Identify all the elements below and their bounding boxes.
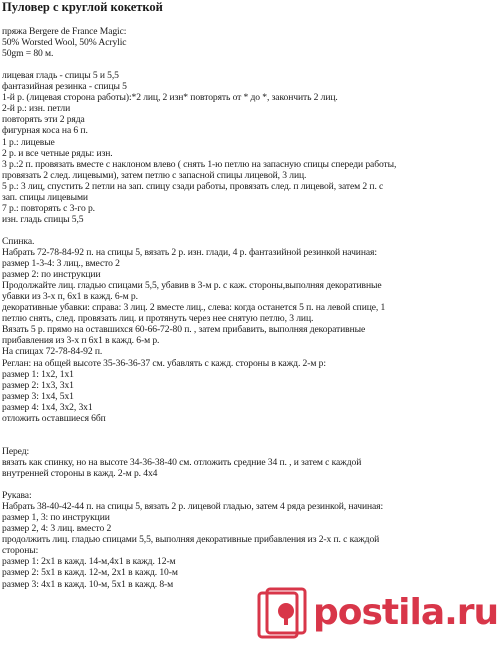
watermark bbox=[255, 585, 498, 645]
text-line: стороны: bbox=[2, 545, 39, 557]
text-line: 50gm = 80 м. bbox=[2, 48, 54, 60]
text-line: размер 2: по инструкции bbox=[2, 269, 101, 281]
text-line: повторять эти 2 ряда bbox=[2, 114, 85, 126]
text-line: Набрать 72-78-84-92 п. на спицы 5, вязать 2 р. изн. глади, 4 р. фантазийной резинкой начиная: bbox=[2, 247, 377, 258]
text-line: продолжить лиц. гладью спицами 5,5, выполняя декоративные прибавления из 2-х п. с каждой bbox=[2, 534, 380, 546]
text-line: размер 1: 1х2, 1х1 bbox=[2, 368, 74, 380]
text-line: провязать 2 след. лицевыми), затем петлю с запасной спицы лицевой, 3 лиц. bbox=[2, 169, 307, 181]
text-line: декоративные убавки: справа: 3 лиц. 2 вместе лиц., слева: когда останется 5 п. на левой спице, 1 bbox=[2, 302, 386, 314]
text-line: На спицах 72-78-84-92 п. bbox=[2, 346, 103, 358]
text-line: Реглан: на общей высоте 35-36-36-37 см. убавлять с кажд. стороны в кажд. 2-м р: bbox=[2, 357, 326, 369]
text-line: изн. гладь спицы 5,5 bbox=[2, 213, 84, 225]
text-line: 1 р.: лицевые bbox=[2, 136, 55, 148]
text-line: 1-й р. (лицевая сторона работы):*2 лиц, 2 изн* повторять от * до *, закончить 2 лиц. bbox=[2, 92, 338, 104]
text-line: размер 3: 4х1 в кажд. 10-м, 5х1 в кажд. 8-м bbox=[2, 578, 174, 590]
text-line: лицевая гладь - спицы 5 и 5,5 bbox=[2, 70, 119, 82]
text-line: 7 р.: повторять с 3-го р. bbox=[2, 202, 95, 214]
text-line: Рукава: bbox=[2, 490, 32, 502]
text-line: размер 2, 4: 3 лиц. вместо 2 bbox=[2, 523, 112, 535]
postila-logo-icon bbox=[255, 587, 313, 643]
text-line: вязать как спинку, но на высоте 34-36-38-40 см. отложить средние 34 п. , и затем с каждой bbox=[2, 456, 362, 468]
text-line: отложить оставшиеся 6бп bbox=[2, 412, 106, 424]
text-line: петлю снять, след. провязать лиц. и протянуть через нее снятую петлю, 3 лиц. bbox=[2, 313, 314, 325]
text-line: размер 2: 5х1 в кажд. 12-м, 2х1 в кажд. 10-м bbox=[2, 567, 178, 579]
text-line: Продолжайте лиц. гладью спицами 5,5, убавив в 3-м р. с каж. стороны,выполняя декоративные bbox=[2, 280, 382, 292]
text-line: Спинка. bbox=[2, 235, 35, 247]
watermark-text: postila.ru bbox=[313, 592, 498, 633]
text-line: размер 3: 1х4, 5х1 bbox=[2, 390, 74, 402]
text-line: 2-й р.: изн. петли bbox=[2, 103, 71, 115]
text-line: 5 р.: 3 лиц, спустить 2 петли на зап. спицу сзади работы, провязать след. п лицевой, затем 2 п. с bbox=[2, 180, 384, 192]
text-line: размер 1-3-4: 3 лиц., вместо 2 bbox=[2, 258, 120, 270]
text-line: размер 2: 1х3, 3х1 bbox=[2, 379, 74, 391]
text-line: 3 р.:2 п. провязать вместе с наклоном влево ( снять 1-ю петлю на запасную спицы спереди работы, bbox=[2, 158, 397, 170]
text-line: размер 4: 1х4, 3х2, 3х1 bbox=[2, 401, 93, 413]
text-line: фигурная коса на 6 п. bbox=[2, 125, 88, 137]
text-line: Набрать 38-40-42-44 п. на спицы 5, вязать 2 р. лицевой гладью, затем 4 ряда резинкой, начиная: bbox=[2, 501, 384, 513]
text-line: 50% Worsted Wool, 50% Acrylic bbox=[2, 37, 127, 49]
text-line: убавки из 3-х п, 6х1 в кажд. 6-м р. bbox=[2, 291, 138, 303]
text-line: Перед: bbox=[2, 445, 30, 457]
document-title: Пуловер с круглой кокеткой bbox=[2, 0, 163, 14]
text-line: размер 1: 2х1 в кажд. 14-м,4х1 в кажд. 12-м bbox=[2, 556, 176, 568]
text-line: зап. спицы лицевыми bbox=[2, 191, 88, 203]
text-line: 2 р. и все четные ряды: изн. bbox=[2, 147, 113, 159]
text-line: Вязать 5 р. прямо на оставшихся 60-66-72-80 п. , затем прибавить, выполняя декоративные bbox=[2, 324, 366, 336]
text-line: прибавления из 3-х п 6х1 в кажд. 6-м р. bbox=[2, 335, 160, 347]
text-line: размер 1, 3: по инструкции bbox=[2, 512, 110, 524]
text-line: пряжа Bergere de France Magic: bbox=[2, 26, 127, 37]
text-line: внутренней стороны в кажд. 2-м р. 4х4 bbox=[2, 468, 158, 479]
text-line: фантазийная резинка - спицы 5 bbox=[2, 81, 127, 93]
